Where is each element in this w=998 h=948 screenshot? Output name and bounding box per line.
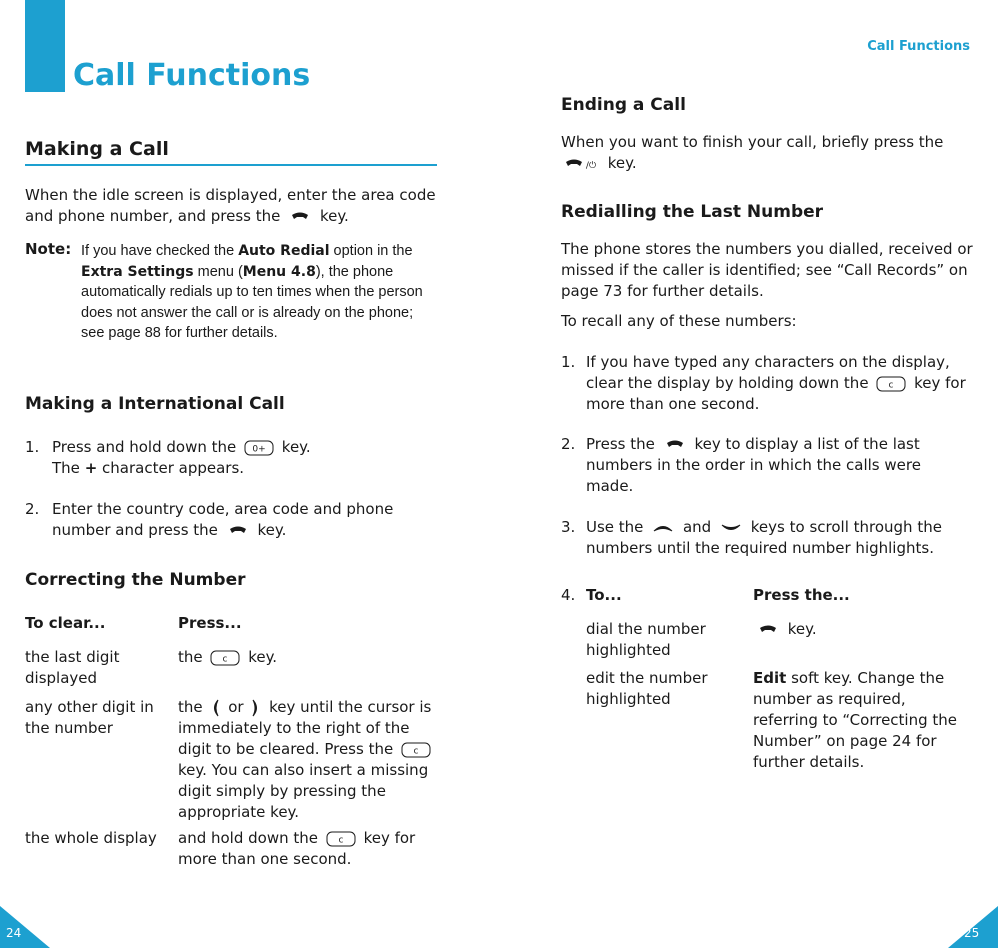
clear-key-icon bbox=[873, 374, 909, 392]
table-cell-to: dial the number highlighted bbox=[586, 620, 706, 659]
left-arrow-key-icon bbox=[207, 698, 223, 716]
making-call-paragraph: When the idle screen is displayed, enter the area code and phone number, and press the key. bbox=[25, 186, 436, 225]
redial-step-2: Press the key to display a list of the last numbers in the order in which the calls were made. bbox=[586, 435, 921, 495]
step-number: 1. bbox=[25, 438, 40, 456]
chapter-title: Call Functions bbox=[73, 58, 311, 93]
right-page-number: 25 bbox=[964, 926, 980, 940]
table-cell-press-the: Edit soft key. Change the number as required, referring to “Correcting the Number” on page 24 for further details. bbox=[753, 669, 958, 771]
note-text: If you have checked the Auto Redial option in the Extra Settings menu (Menu 4.8), the phone automatically redials up to ten times when the person does not answer the call or is already on the phone; see page 88 for further details. bbox=[81, 243, 423, 341]
running-head: Call Functions bbox=[867, 39, 970, 54]
note-label: Note: bbox=[25, 240, 72, 258]
clear-key-icon bbox=[207, 648, 243, 666]
redial-intro: The phone stores the numbers you dialled, received or missed if the caller is identified; see “Call Records” on page 73 for further details. bbox=[561, 240, 973, 300]
redial-step-1: If you have typed any characters on the display, clear the display by holding down the c key for more than one second. bbox=[586, 353, 966, 413]
clear-key-icon bbox=[398, 740, 434, 758]
step-number: 3. bbox=[561, 518, 576, 536]
step-number: 4. bbox=[561, 586, 576, 604]
column-header-press: Press... bbox=[178, 614, 242, 632]
end-key-icon bbox=[561, 154, 603, 172]
svg-text:c: c bbox=[338, 835, 344, 845]
heading-redialling: Redialling the Last Number bbox=[561, 202, 824, 222]
heading-rule bbox=[25, 164, 437, 166]
table-cell-to: edit the number highlighted bbox=[586, 669, 708, 708]
international-step-1: Press and hold down the 0+ key. The + character appears. bbox=[52, 438, 311, 477]
table-cell-clear: any other digit in the number bbox=[25, 698, 154, 737]
left-page-number: 24 bbox=[6, 926, 22, 940]
up-key-icon bbox=[648, 518, 678, 536]
right-arrow-key-icon bbox=[248, 698, 264, 716]
heading-correcting-number: Correcting the Number bbox=[25, 570, 246, 590]
step-number: 2. bbox=[561, 435, 576, 453]
international-step-2: Enter the country code, area code and phone number and press the key. bbox=[52, 500, 394, 539]
redial-recall-text: To recall any of these numbers: bbox=[561, 312, 797, 330]
svg-text:c: c bbox=[413, 746, 419, 756]
chapter-color-bar bbox=[25, 0, 65, 92]
table-cell-clear: the whole display bbox=[25, 829, 157, 847]
svg-text:c: c bbox=[222, 654, 228, 664]
heading-ending-call: Ending a Call bbox=[561, 95, 686, 115]
svg-text:0+: 0+ bbox=[252, 444, 266, 454]
svg-text:/⏻: /⏻ bbox=[585, 160, 597, 171]
table-cell-clear: the last digit displayed bbox=[25, 648, 120, 687]
redial-step-3: Use the and keys to scroll through the numbers until the required number highlights. bbox=[586, 518, 942, 557]
table-cell-press: the c key. bbox=[178, 648, 278, 666]
table-cell-press: the or key until the cursor is immediately to the right of the digit to be cleared. Press the c key. You can also insert a missing digit simply by pressing the appropriate key. bbox=[178, 697, 440, 823]
heading-international-call: Making a International Call bbox=[25, 394, 285, 414]
heading-making-a-call: Making a Call bbox=[25, 138, 169, 160]
svg-text:c: c bbox=[888, 380, 894, 390]
column-header-to: To... bbox=[586, 586, 622, 604]
down-key-icon bbox=[716, 518, 746, 536]
table-cell-press-the: key. bbox=[753, 619, 968, 640]
column-header-press-the: Press the... bbox=[753, 586, 850, 604]
zero-plus-key-icon bbox=[241, 438, 277, 456]
ending-call-paragraph: When you want to finish your call, briefly press the /⏻ key. bbox=[561, 133, 944, 172]
send-key-icon bbox=[753, 620, 783, 638]
step-number: 1. bbox=[561, 353, 576, 371]
send-key-icon bbox=[285, 207, 315, 225]
clear-key-icon bbox=[323, 829, 359, 847]
table-cell-press: and hold down the c key for more than one second. bbox=[178, 829, 416, 868]
send-key-icon bbox=[223, 521, 253, 539]
send-key-icon bbox=[660, 435, 690, 453]
column-header-to-clear: To clear... bbox=[25, 614, 106, 632]
step-number: 2. bbox=[25, 500, 40, 518]
